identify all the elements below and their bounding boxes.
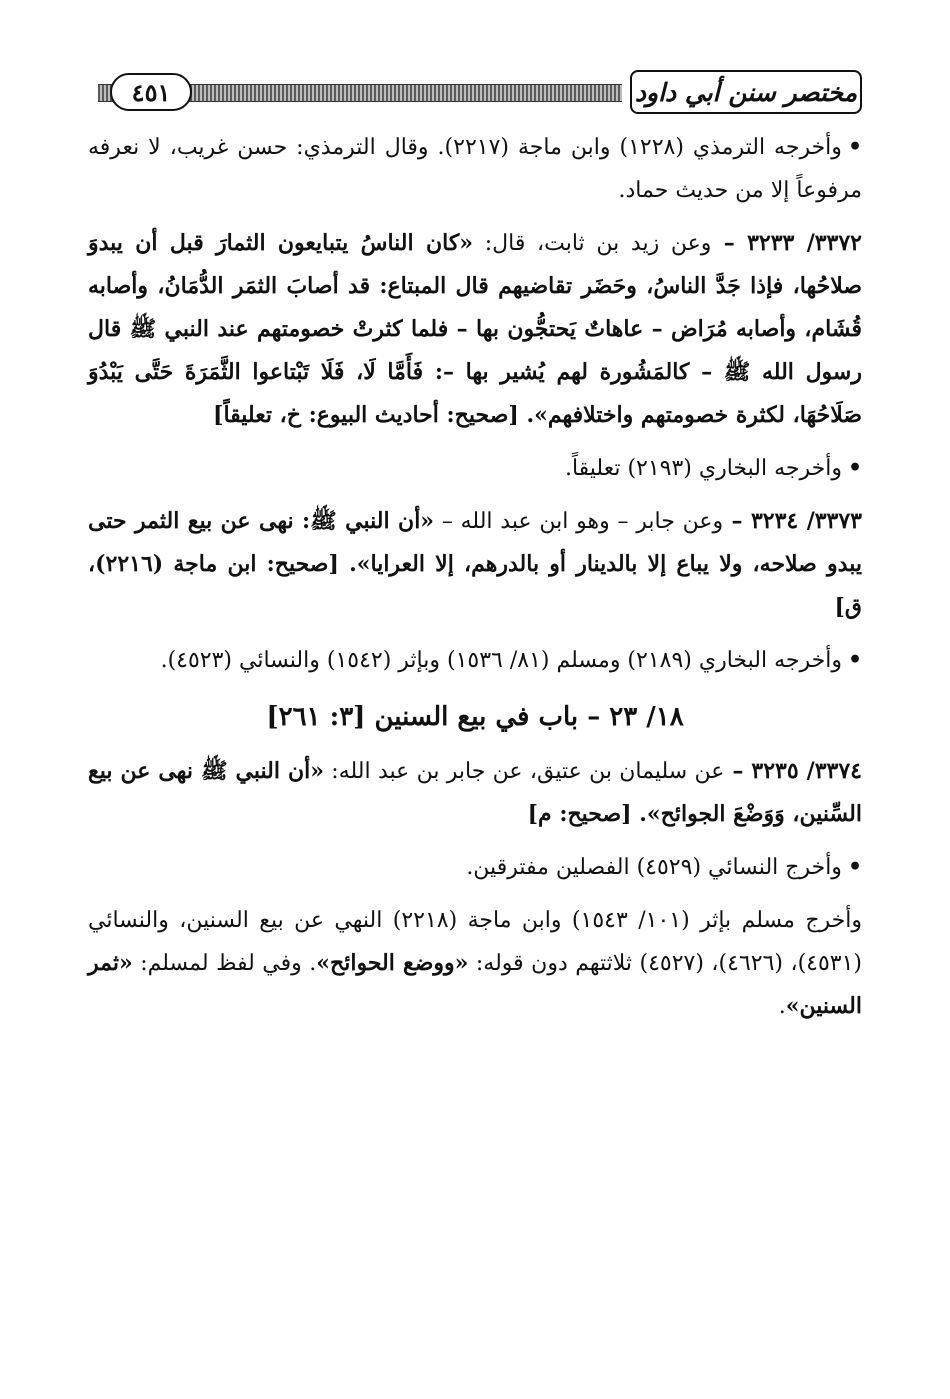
hadith-narrator: وعن زيد بن ثابت، قال: [473, 231, 712, 256]
bullet-icon: • [847, 455, 862, 481]
note-paragraph [88, 846, 862, 889]
bullet-icon: • [847, 647, 862, 673]
hadith-number: ٣٣٧٣/ ٣٢٣٤ – [723, 508, 862, 534]
hadith-text: «أن النبي ﷺ نهى عن بيع السِّنين، وَوَضْعَ الجوائح». [88, 758, 862, 827]
document-page [88, 70, 862, 1270]
page-content [88, 126, 862, 1038]
hadith-number: ٣٣٧٤/ ٣٢٣٥ – [724, 758, 862, 784]
page-header [88, 70, 862, 114]
note-text: وأخرجه البخاري (٢١٩٣) تعليقاً. [564, 456, 842, 481]
hadith-narrator: عن سليمان بن عتيق، عن جابر بن عبد الله: [323, 759, 725, 784]
note-text: . وفي لفظ لمسلم: [132, 951, 317, 976]
hadith-paragraph [88, 500, 862, 629]
quoted-phrase: «ثمر السنين» [88, 950, 862, 1019]
note-text: . [778, 994, 786, 1019]
note-paragraph [88, 447, 862, 490]
quoted-phrase: «ووضع الحوائح» [316, 950, 469, 976]
note-paragraph [88, 899, 862, 1028]
hadith-paragraph [88, 222, 862, 437]
note-text: وأخرجه الترمذي (١٢٢٨) وابن ماجة (٢٢١٧). وقال الترمذي: حسن غريب، لا نعرفه مرفوعاً إلا من حديث حماد. [88, 135, 862, 203]
bullet-icon: • [847, 134, 862, 160]
hadith-paragraph [88, 750, 862, 836]
bullet-icon: • [847, 854, 862, 880]
hadith-grade: [صحيح: ابن ماجة (٢٢١٦)، ق] [88, 551, 862, 620]
note-text: وأخرج النسائي (٤٥٢٩) الفصلين مفترقين. [466, 855, 842, 880]
chapter-heading: ١٨/ ٢٣ – باب في بيع السنين [٣: ٢٦١] [266, 702, 684, 732]
hadith-number: ٣٣٧٢/ ٣٢٣٣ – [711, 230, 862, 256]
hadith-grade: [صحيح: أحاديث البيوع: خ، تعليقاً] [213, 402, 527, 428]
hadith-grade: [صحيح: م] [527, 801, 640, 827]
book-title: مختصر سنن أبي داود [630, 70, 862, 114]
page-number: ٤٥١ [110, 73, 192, 111]
note-paragraph [88, 126, 862, 212]
note-text: وأخرج مسلم بإثر (١٠١/ ١٥٤٣) وابن ماجة (٢٢١٨) النهي عن بيع السنين، والنسائي (٤٥٣١)، (٤٦٢٦)، (٤٥٢٧) ثلاثتهم دون قوله: [88, 908, 863, 976]
hadith-narrator: وعن جابر – وهو ابن عبد الله – [434, 509, 724, 534]
hadith-text: «كان الناسُ يتبايعون الثمارَ قبل أن يبدوَ صلاحُها، فإذا جَدَّ الناسُ، وحَضَر تقاضيهم قال المبتاع: قد أصابَ الثمَر الدُّمَانُ، وأصابه قُشَام، وأصابه مُرَاض – عاهاتٌ يَحتجُّون بها – فلما كثرتْ خصومتهم عند النبي ﷺ قال رسول الله ﷺ – كالمَشُورة لهم يُشير بها –: فَأَمَّا لَا، فَلَا تَبْتاعوا الثَّمَرَةَ حَتَّى يَبْدُوَ صَلَاحُهَا، لكثرة خصومتهم واختلافهم». [88, 230, 862, 428]
note-text: وأخرجه البخاري (٢١٨٩) ومسلم (٨١/ ١٥٣٦) وبإثر (١٥٤٢) والنسائي (٤٥٢٣). [160, 648, 842, 673]
hadith-text: «أن النبي ﷺ: نهى عن بيع الثمر حتى يبدو صلاحه، ولا يباع إلا بالدينار أو بالدرهم، إلا العرايا». [88, 508, 862, 577]
note-paragraph [88, 639, 862, 682]
